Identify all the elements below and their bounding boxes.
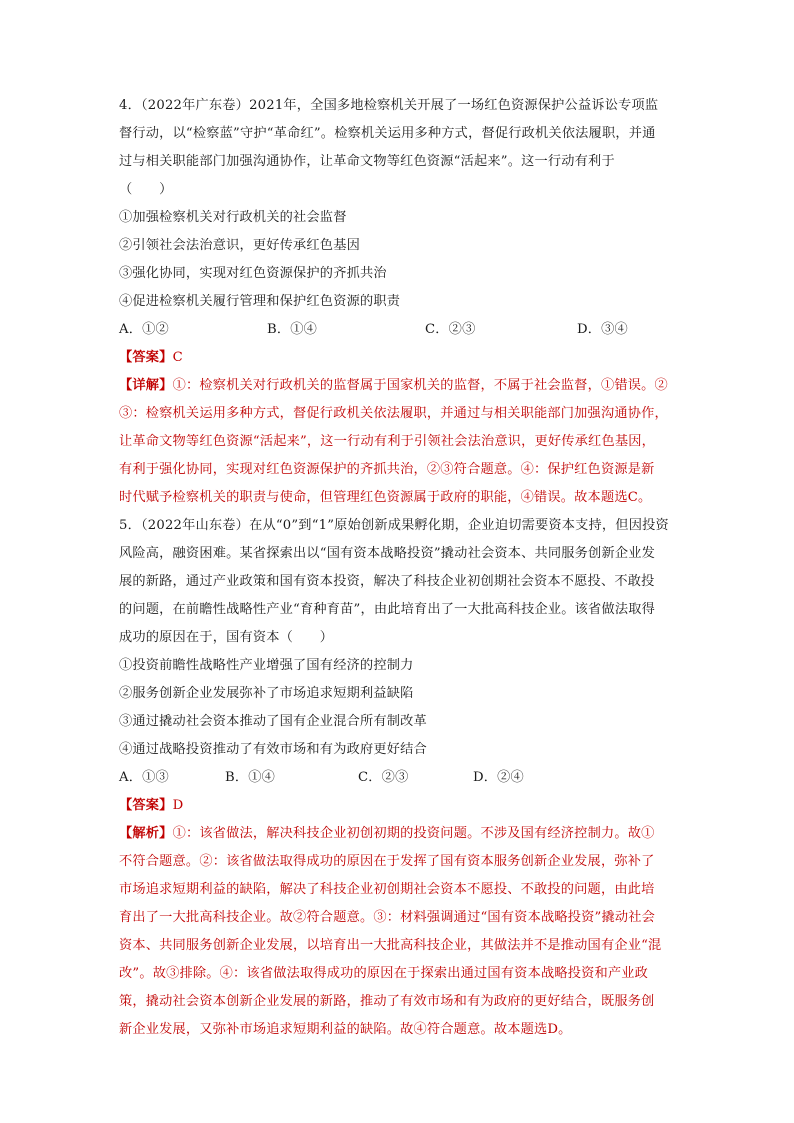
choice-b: B．①④: [225, 770, 276, 785]
answer-value: D: [172, 798, 184, 813]
statement-option: ②引领社会法治意识，更好传承红色基因: [119, 238, 360, 253]
choice-a: A．①③: [119, 770, 169, 785]
statement-option: ④通过战略投资推动了有效市场和有为政府更好结合: [119, 742, 427, 757]
choice-c: C．②③: [425, 322, 476, 337]
answer-label: 【答案】: [119, 798, 173, 813]
analysis-line: 市场追求短期利益的缺陷，解决了科技企业初创期社会资本不愿投、不敢投的问题，由此培: [119, 882, 655, 897]
choice-a: A．①②: [119, 322, 169, 337]
statement-option: ①投资前瞻性战略性产业增强了国有经济的控制力: [119, 658, 414, 673]
question-stem-line: 过与相关职能部门加强沟通协作，让革命文物等红色资源“活起来”。这一行动有利于: [119, 154, 615, 169]
statement-option: ②服务创新企业发展弥补了市场追求短期利益缺陷: [119, 686, 414, 701]
answer-value: C: [172, 350, 183, 365]
analysis-line: 新企业发展，又弥补市场追求短期利益的缺陷。故④符合题意。故本题选D。: [119, 1022, 572, 1037]
question-stem-line: （ ）: [119, 182, 173, 197]
analysis-text: ①：该省做法，解决科技企业初创初期的投资问题。不涉及国有经济控制力。故①: [172, 826, 655, 841]
answer-choices: [119, 764, 677, 792]
choice-c: C．②③: [358, 770, 409, 785]
analysis-label: 【详解】: [119, 378, 173, 393]
question-stem-line: 督行动，以“检察蓝”守护“革命红”。检察机关运用多种方式，督促行政机关依法履职，并通: [119, 126, 656, 141]
page-content: [119, 92, 677, 1044]
analysis-text: ①：检察机关对行政机关的监督属于国家机关的监督，不属于社会监督，①错误。②: [172, 378, 668, 393]
answer-line: [119, 792, 677, 820]
analysis-line: 有利于强化协同，实现对红色资源保护的齐抓共治，②③符合题意。④：保护红色资源是新: [119, 462, 655, 477]
question-stem-line: 的问题，在前瞻性战略性产业“育种育苗”，由此培育出了一大批高科技企业。该省做法取得: [119, 602, 655, 617]
analysis-line: 让革命文物等红色资源“活起来”，这一行动有利于引领社会法治意识，更好传承红色基因，: [119, 434, 655, 449]
analysis-line: 育出了一大批高科技企业。故②符合题意。③：材料强调通过“国有资本战略投资”撬动社会: [119, 910, 655, 925]
analysis-line: 资本、共同服务创新企业发展，以培育出一大批高科技企业，其做法并不是推动国有企业“混: [119, 938, 662, 953]
statement-option: ④促进检察机关履行管理和保护红色资源的职责: [119, 294, 401, 309]
analysis-line: 改”。故③排除。④：该省做法取得成功的原因在于探索出通过国有资本战略投资和产业政: [119, 966, 649, 981]
choice-d: D．③④: [577, 322, 628, 337]
choice-d: D．②④: [473, 770, 524, 785]
analysis-line: [119, 820, 677, 848]
question-4: [119, 92, 677, 512]
answer-line: [119, 344, 677, 372]
analysis-line: [119, 372, 677, 400]
statement-option: ③强化协同，实现对红色资源保护的齐抓共治: [119, 266, 387, 281]
question-stem-line: 展的新路，通过产业政策和国有资本投资，解决了科技企业初创期社会资本不愿投、不敢投: [119, 574, 655, 589]
statement-option: ③通过撬动社会资本推动了国有企业混合所有制改革: [119, 714, 427, 729]
question-stem-line: 5．（2022年山东卷）在从“0”到“1”原始创新成果孵化期，企业迫切需要资本支持，但因投资: [119, 518, 669, 533]
analysis-label: 【解析】: [119, 826, 173, 841]
question-5: [119, 512, 677, 1044]
analysis-line: ③：检察机关运用多种方式，督促行政机关依法履职，并通过与相关职能部门加强沟通协作，: [119, 406, 668, 421]
analysis-line: 不符合题意。②：该省做法取得成功的原因在于发挥了国有资本服务创新企业发展，弥补了: [119, 854, 655, 869]
answer-label: 【答案】: [119, 350, 173, 365]
analysis-line: 时代赋予检察机关的职责与使命，但管理红色资源属于政府的职能，④错误。故本题选C。: [119, 490, 652, 505]
question-stem-line: 风险高，融资困难。某省探索出以“国有资本战略投资”撬动社会资本、共同服务创新企业发: [119, 546, 655, 561]
question-stem-line: 4．（2022年广东卷）2021年，全国多地检察机关开展了一场红色资源保护公益诉讼专项监: [119, 98, 659, 113]
answer-choices: [119, 316, 677, 344]
choice-b: B．①④: [267, 322, 318, 337]
statement-option: ①加强检察机关对行政机关的社会监督: [119, 210, 347, 225]
analysis-line: 策，撬动社会资本创新企业发展的新路，推动了有效市场和有为政府的更好结合，既服务创: [119, 994, 655, 1009]
question-stem-line: 成功的原因在于，国有资本（ ）: [119, 630, 334, 645]
